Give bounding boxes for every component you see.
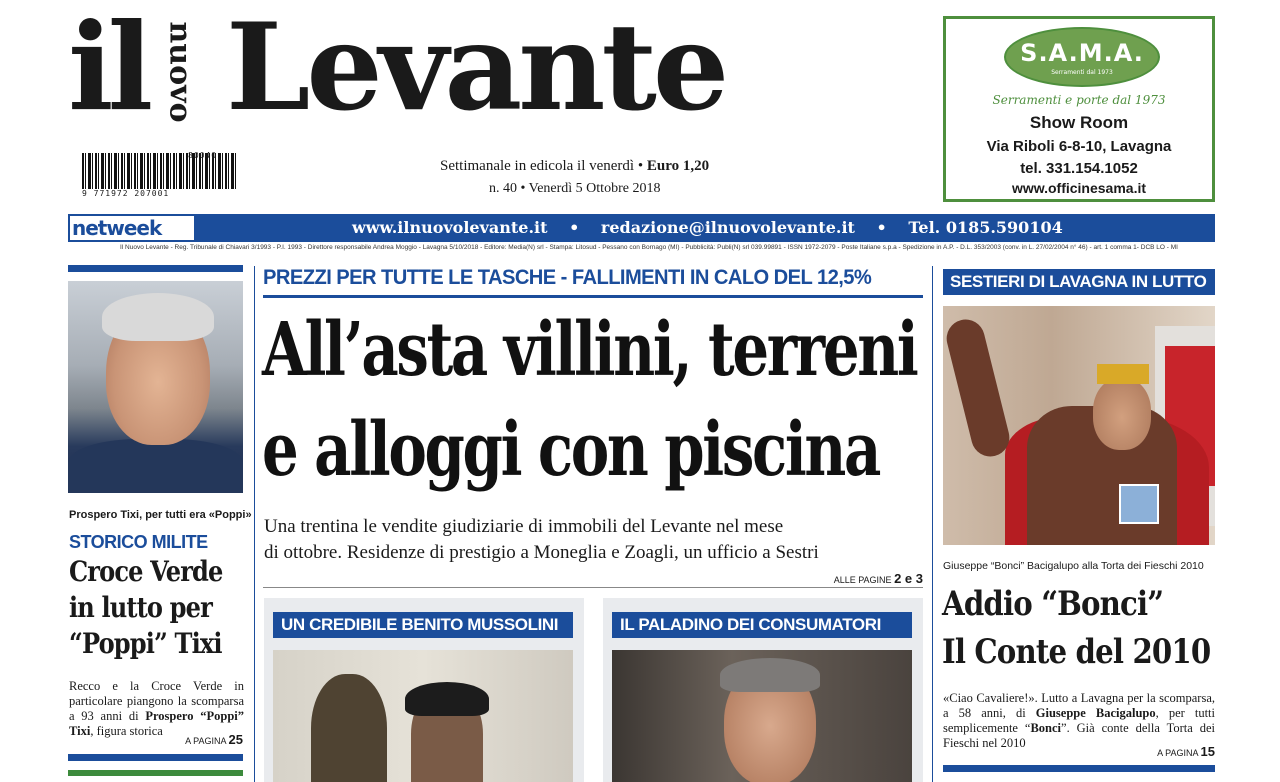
- sama-ad[interactable]: [943, 16, 1215, 202]
- netweek-logo-text: netweek: [72, 216, 162, 240]
- photo-paladino: [612, 650, 912, 782]
- ad-website-link[interactable]: www.officinesama.it: [1011, 180, 1147, 196]
- box-title: UN CREDIBILE BENITO MUSSOLINI: [273, 612, 573, 638]
- page-ref-number: 15: [1200, 744, 1215, 759]
- masthead-nuovo-text: nuovo: [162, 21, 198, 123]
- headline-line: in lutto per: [69, 591, 212, 624]
- page-ref-label: A PAGINA: [185, 736, 227, 746]
- barcode-number: 9 771972 207001: [82, 189, 170, 198]
- center-rule: [263, 587, 923, 588]
- issue-line: n. 40 • Venerdì 5 Ottobre 2018: [489, 181, 661, 196]
- ad-slogan: Serramenti e porte dal 1973: [992, 93, 1166, 107]
- tagline-text: Settimanale in edicola il venerdì •: [440, 158, 644, 174]
- headline-line: e alloggi con piscina: [262, 407, 880, 493]
- photo-caption: Giuseppe “Bonci” Bacigalupo alla Torta dei Fieschi 2010: [943, 560, 1204, 572]
- deck-line: Una trentina le vendite giudiziarie di immobili del Levante nel mese: [264, 516, 784, 537]
- ad-showroom: Show Room: [1029, 113, 1129, 132]
- photo-bonci-bacigalupo[interactable]: [943, 306, 1215, 545]
- center-kicker: PREZZI PER TUTTE LE TASCHE - FALLIMENTI IN CALO DEL 12,5%: [263, 266, 872, 289]
- left-page-ref[interactable]: [150, 732, 243, 747]
- barcode-issue: 80040: [188, 151, 218, 160]
- left-bottom-band: [68, 754, 243, 761]
- main-headline[interactable]: [262, 300, 917, 500]
- photo-bust: [311, 674, 387, 782]
- ad-phone: tel. 331.154.1052: [1020, 160, 1138, 177]
- tagline: [440, 158, 709, 175]
- body-text: ”. Già conte della Torta dei Fieschi nel 2010: [943, 721, 1215, 750]
- photo-raised-arm: [943, 315, 1013, 460]
- legal-line: Il Nuovo Levante - Reg. Tribunale di Chiavari 3/1993 - P.I. 1993 - Direttore responsabile Andrea Moggio - Lavagna 5/10/2018 - Editore: Media(N) srl - Stampa: Litosud - Pessano con Bornago (MI) - Pubblicità: Publi(N) srl 039.99891 - ISSN 1972-2079 - Poste Italiane s.p.a - Spedizione in A.P. - D.L. 353/2003 (conv. in L. 27/02/2004 n° 46) - art. 1 comma 1- DCB LO - MI: [120, 244, 1178, 251]
- mussolini-box[interactable]: [264, 598, 584, 782]
- body-text: Recco e la Croce Verde in particolare piangono la scomparsa a 93 anni di: [69, 679, 244, 723]
- photo-mussolini: [273, 650, 573, 782]
- photo-prospero-tixi[interactable]: [68, 281, 243, 493]
- left-body: [69, 679, 244, 739]
- center-page-ref[interactable]: [760, 571, 923, 586]
- page-ref-number: 25: [228, 732, 243, 747]
- column-rule-left: [254, 266, 255, 782]
- body-text: , per tutti semplicemente “: [943, 706, 1216, 735]
- left-kicker: STORICO MILITE: [69, 532, 208, 552]
- photo-caption: Prospero Tixi, per tutti era «Poppi»: [69, 509, 252, 521]
- masthead-nuovo: [160, 18, 200, 126]
- center-kicker-rule: [263, 295, 923, 298]
- photo-shield: [1119, 484, 1159, 524]
- photo-hair: [102, 293, 214, 341]
- left-bottom-band-green: [68, 770, 243, 776]
- body-nickname: Bonci: [1030, 721, 1062, 735]
- photo-shirt: [68, 439, 243, 493]
- body-text: , figura storica: [90, 724, 163, 738]
- contact-items: [352, 218, 1079, 237]
- website-link[interactable]: www.ilnuovolevante.it: [352, 218, 548, 237]
- main-deck: [264, 514, 932, 566]
- netweek-logo: [68, 214, 196, 242]
- left-top-band: [68, 265, 243, 272]
- sama-logo-sub: Serramenti dal 1973: [1051, 69, 1113, 76]
- email-link[interactable]: redazione@ilnuovolevante.it: [600, 218, 855, 237]
- headline-line: Addio “Bonci”: [942, 584, 1164, 624]
- masthead-il: il: [68, 0, 148, 138]
- contact-separator: •: [876, 218, 887, 237]
- headline-line: All’asta villini, terreni: [262, 307, 917, 393]
- body-name: Prospero “Poppi” Tixi: [69, 709, 244, 738]
- ad-address: Via Riboli 6-8-10, Lavagna: [986, 138, 1172, 155]
- photo-crown: [1097, 364, 1149, 384]
- box-title: IL PALADINO DEI CONSUMATORI: [612, 612, 912, 638]
- sama-logo-text: S.A.M.A.: [1020, 39, 1144, 67]
- contact-separator: •: [569, 218, 580, 237]
- body-text: «Ciao Cavaliere!». Lutto a Lavagna per la scomparsa, a 58 anni, di: [943, 691, 1215, 720]
- headline-line: “Poppi” Tixi: [69, 627, 222, 660]
- right-kicker: SESTIERI DI LAVAGNA IN LUTTO: [943, 269, 1215, 295]
- consumer-box[interactable]: [603, 598, 923, 782]
- sama-logo: [1004, 27, 1160, 87]
- right-body: [943, 691, 1215, 751]
- right-page-ref[interactable]: [1100, 744, 1215, 759]
- photo-hat: [405, 682, 489, 716]
- page-ref-label: ALLE PAGINE: [833, 575, 892, 585]
- page-ref-number: 2 e 3: [894, 571, 923, 586]
- headline-line: Il Conte del 2010: [942, 632, 1211, 672]
- column-rule-right: [932, 266, 933, 782]
- deck-line: di ottobre. Residenze di prestigio a Moneglia e Zoagli, un ufficio a Sestri: [264, 542, 819, 563]
- right-headline[interactable]: [942, 580, 1211, 676]
- page-ref-label: A PAGINA: [1157, 748, 1199, 758]
- masthead-levante: Levante: [226, 0, 726, 138]
- photo-hair: [720, 658, 820, 692]
- phone-number: Tel. 0185.590104: [908, 218, 1063, 237]
- left-headline[interactable]: [69, 554, 224, 662]
- photo-face: [1093, 378, 1151, 450]
- body-name: Giuseppe Bacigalupo: [1035, 706, 1156, 720]
- headline-line: Croce Verde: [69, 555, 223, 588]
- tagline-price: Euro 1,20: [646, 158, 710, 174]
- contact-bar: [68, 214, 1215, 242]
- right-bottom-band: [943, 765, 1215, 772]
